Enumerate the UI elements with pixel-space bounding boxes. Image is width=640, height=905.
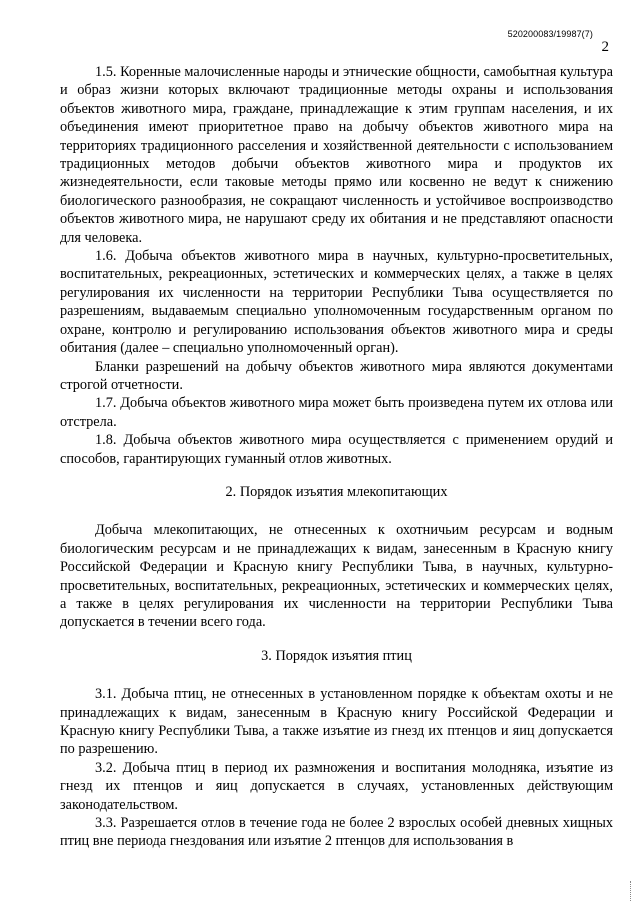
page-number: 2	[601, 39, 609, 55]
paragraph-1-7: 1.7. Добыча объектов животного мира может быть произведена путем их отлова или отстрела.	[60, 395, 613, 430]
paragraph-3-3: 3.3. Разрешается отлов в течение года не более 2 взрослых особей дневных хищных птиц вне периода гнездования или изъятие 2 птенцов для использования в	[60, 815, 613, 850]
section-3-heading: 3. Порядок изъятия птиц	[261, 647, 412, 664]
paragraph-permit-blanks: Бланки разрешений на добычу объектов животного мира являются документами строгой отчетности.	[60, 358, 613, 393]
section-2-heading: 2. Порядок изъятия млекопитающих	[225, 483, 448, 500]
paragraph-1-8: 1.8. Добыча объектов животного мира осуществляется с применением орудий и способов, гарантирующих гуманный отлов животных.	[60, 432, 613, 467]
document-body	[60, 63, 613, 851]
paragraph-3-2: 3.2. Добыча птиц в период их размножения и воспитания молодняка, изъятие из гнезд их птенцов и яиц допускается в случаях, установленных действующим законодательством.	[60, 759, 613, 813]
paragraph-1-5: 1.5. Коренные малочисленные народы и этнические общности, самобытная культура и образ жизни которых включают традиционные методы охраны и использования объектов животного мира, граждане, принадлежащие к этим группам населения, и их объединения имеют приоритетное право на добычу объектов животного мира на территориях традиционного расселения и хозяйственной деятельности с использованием традиционных методов добычи объектов животного мира и продуктов их жизнедеятельности, если таковые методы прямо или косвенно не ведут к снижению биологического разнообразия, не сокращают численность и устойчивое воспроизводство объектов животного мира, не нарушают среду их обитания и не представляют опасности для человека.	[60, 64, 613, 246]
paragraph-mammals: Добыча млекопитающих, не отнесенных к охотничьим ресурсам и водным биологическим ресурсам и не принадлежащих к видам, занесенным в Красную книгу Российской Федерации и Красную книгу Республики Тыва, в научных, культурно-просветительных, воспитательных, рекреационных, эстетических и коммерческих целях, а также в целях регулирования их численности на территории Республики Тыва допускается в течении всего года.	[60, 522, 613, 631]
paragraph-3-1: 3.1. Добыча птиц, не отнесенных в установленном порядке к объектам охоты и не принадлежащих к видам, занесенным в Красную книгу Российской Федерации и Красную книгу Республики Тыва, а также изъятие из гнезд их птенцов и яиц допускается по разрешению.	[60, 686, 613, 758]
paragraph-1-6: 1.6. Добыча объектов животного мира в научных, культурно-просветительных, воспитательных, рекреационных, эстетических и коммерческих целях, а также в целях регулирования их численности на территории Республики Тыва осуществляется по разрешениям, выдаваемым специально уполномоченным государственным органом по охране, контролю и регулированию использования объектов животного мира и среды обитания (далее – специально уполномоченный орган).	[60, 248, 613, 357]
scan-edge-mark	[630, 881, 637, 901]
document-id: 520200083/19987(7)	[507, 29, 593, 39]
